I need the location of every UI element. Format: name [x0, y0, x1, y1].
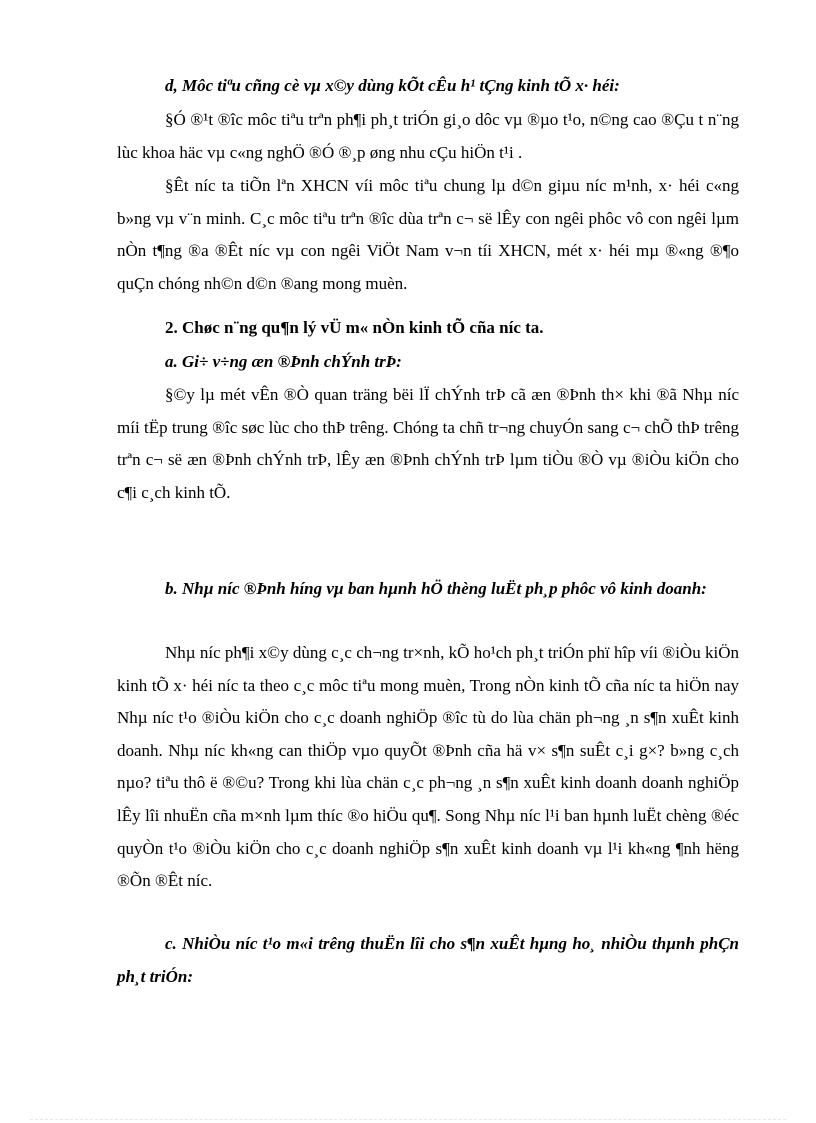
section-heading-d: d, Môc tiªu cñng cè vµ x©y dùng kÕt cÊu h¹ tÇng kinh tÕ x· héi: [165, 76, 620, 95]
section-heading-c: c. NhiÒu níc t¹o m«i trêng thuËn lîi cho s¶n xuÊt hµng ho¸ nhiÒu thµnh phÇn ph¸t triÓn: [117, 934, 739, 986]
section-heading-2: 2. Chøc n¨ng qu¶n lý vÜ m« nÒn kinh tÕ cña níc ta. [165, 318, 544, 337]
paragraph-d-2: §Êt níc ta tiÕn lªn XHCN víi môc tiªu chung lµ d©n giµu níc m¹nh, x· héi c«ng b»ng vµ v¨n minh. C¸c môc tiªu trªn ®îc dùa trªn c¬ së lÊy con ngêi phôc vô con ngêi lµm nÒn t¶ng ®a ®Êt níc vµ con ngêi ViÖt Nam v¬n tíi XHCN, mét x· héi mµ ®«ng ®¶o quÇn chóng nh©n d©n ®ang mong muèn. [117, 176, 739, 293]
paragraph-a: §©y lµ mét vÊn ®Ò quan träng bëi lÏ chÝnh trÞ cã æn ®Þnh th× khi ®ã Nhµ níc míi tËp trung ®îc søc lùc cho thÞ trêng. Chóng ta chñ tr¬ng chuyÓn sang c¬ chÕ thÞ trêng trªn c¬ së æn ®Þnh chÝnh trÞ, lÊy æn ®Þnh chÝnh trÞ lµm tiÒu ®Ò vµ ®iÒu kiÖn cho c¶i c¸ch kinh tÕ. [117, 385, 739, 502]
page-bottom-rule [30, 1119, 786, 1120]
section-heading-b: b. Nhµ níc ®Þnh híng vµ ban hµnh hÖ thèng luËt ph¸p phôc vô kinh doanh: [165, 579, 707, 598]
paragraph-d-1: §Ó ®¹t ®îc môc tiªu trªn ph¶i ph¸t triÓn gi¸o dôc vµ ®µo t¹o, n©ng cao ®Çu t n¨ng lùc khoa häc vµ c«ng nghÖ ®Ó ®¸p øng nhu cÇu hiÖn t¹i . [117, 110, 739, 162]
paragraph-b: Nhµ níc ph¶i x©y dùng c¸c ch¬ng tr×nh, kÕ ho¹ch ph¸t triÓn phï hîp víi ®iÒu kiÖn kinh tÕ x· héi níc ta theo c¸c môc tiªu mong muèn, Trong nÒn kinh tÕ cña níc ta hiÖn nay Nhµ níc t¹o ®iÒu kiÖn cho c¸c doanh nghiÖp ®îc tù do lùa chän ph¬ng ¸n s¶n xuÊt kinh doanh. Nhµ níc kh«ng can thiÖp vµo quyÕt ®Þnh cña hä v× s¶n suÊt c¸i g×? b»ng c¸ch nµo? tiªu thô ë ®©u? Trong khi lùa chän c¸c ph¬ng ¸n s¶n xuÊt kinh doanh doanh nghiÖp lÊy lîi nhuËn cña m×nh lµm thíc ®o hiÖu qu¶. Song Nhµ níc l¹i ban hµnh luËt chèng ®éc quyÒn t¹o ®iÒu kiÖn cho c¸c doanh nghiÖp s¶n xuÊt kinh doanh vµ l¹i kh«ng ¶nh hëng ®Õn ®Êt níc. [117, 643, 739, 891]
section-heading-a: a. Gi÷ v÷ng æn ®Þnh chÝnh trÞ: [165, 352, 402, 371]
